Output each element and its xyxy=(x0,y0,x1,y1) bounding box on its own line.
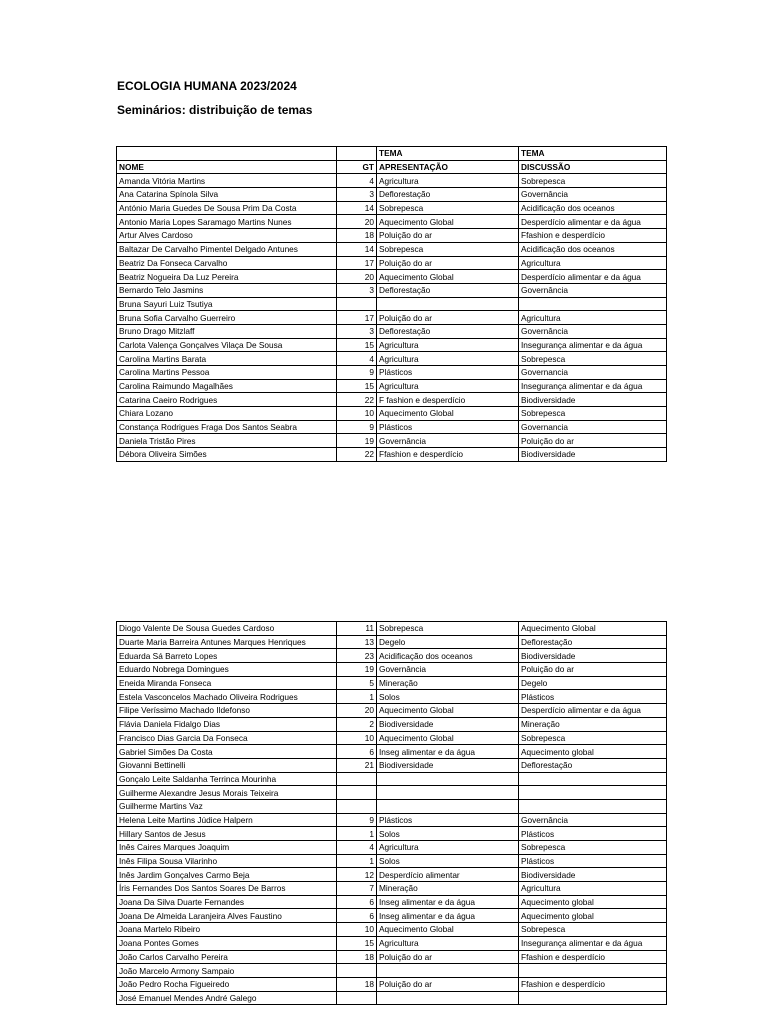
discussion-topic: Sobrepesca xyxy=(519,352,667,366)
student-name: Flávia Daniela Fidalgo Dias xyxy=(117,717,337,731)
group-number: 19 xyxy=(337,434,377,448)
group-number: 1 xyxy=(337,854,377,868)
discussion-topic xyxy=(519,786,667,800)
presentation-topic: Biodiversidade xyxy=(377,758,519,772)
table-row xyxy=(117,174,667,188)
student-name: José Emanuel Mendes André Galego xyxy=(117,991,337,1005)
presentation-topic: Agricultura xyxy=(377,936,519,950)
presentation-topic: Inseg alimentar e da água xyxy=(377,745,519,759)
student-name: Inês Caires Marques Joaquim xyxy=(117,841,337,855)
presentation-topic: Poluição do ar xyxy=(377,950,519,964)
group-number xyxy=(337,772,377,786)
presentation-topic: Solos xyxy=(377,690,519,704)
group-number: 2 xyxy=(337,717,377,731)
presentation-topic: Agricultura xyxy=(377,379,519,393)
group-number: 12 xyxy=(337,868,377,882)
table-row xyxy=(117,256,667,270)
group-number: 22 xyxy=(337,448,377,462)
discussion-topic: Desperdício alimentar e da água xyxy=(519,270,667,284)
student-name: João Carlos Carvalho Pereira xyxy=(117,950,337,964)
table-row xyxy=(117,393,667,407)
presentation-topic: Mineração xyxy=(377,676,519,690)
discussion-topic: Governância xyxy=(519,188,667,202)
discussion-topic: Insegurança alimentar e da água xyxy=(519,936,667,950)
table-row xyxy=(117,758,667,772)
group-number: 10 xyxy=(337,731,377,745)
presentation-topic: Agricultura xyxy=(377,338,519,352)
presentation-topic xyxy=(377,772,519,786)
discussion-topic: Sobrepesca xyxy=(519,407,667,421)
student-name: Joana De Almeida Laranjeira Alves Faustino xyxy=(117,909,337,923)
student-name: Bernardo Telo Jasmins xyxy=(117,283,337,297)
group-number: 3 xyxy=(337,283,377,297)
student-name: Joana Martelo Ribeiro xyxy=(117,923,337,937)
group-number: 15 xyxy=(337,936,377,950)
student-name: Gonçalo Leite Saldanha Terrinca Mourinha xyxy=(117,772,337,786)
discussion-topic: Aquecimento global xyxy=(519,745,667,759)
presentation-topic: Poluição do ar xyxy=(377,977,519,991)
discussion-topic: Poluição do ar xyxy=(519,434,667,448)
discussion-topic xyxy=(519,297,667,311)
discussion-topic: Poluição do ar xyxy=(519,663,667,677)
group-number: 4 xyxy=(337,174,377,188)
presentation-topic: Aquecimento Global xyxy=(377,407,519,421)
student-name: Estela Vasconcelos Machado Oliveira Rodrigues xyxy=(117,690,337,704)
group-number: 19 xyxy=(337,663,377,677)
presentation-topic: F fashion e desperdício xyxy=(377,393,519,407)
student-name: Ana Catarina Spínola Silva xyxy=(117,188,337,202)
table-row xyxy=(117,297,667,311)
group-number xyxy=(337,297,377,311)
group-number: 9 xyxy=(337,420,377,434)
discussion-topic: Mineração xyxy=(519,717,667,731)
table-row xyxy=(117,676,667,690)
table-row xyxy=(117,882,667,896)
table-row xyxy=(117,188,667,202)
discussion-topic: Agricultura xyxy=(519,311,667,325)
presentation-topic: Sobrepesca xyxy=(377,242,519,256)
discussion-topic: Agricultura xyxy=(519,256,667,270)
presentation-topic xyxy=(377,799,519,813)
student-name: Gabriel Simões Da Costa xyxy=(117,745,337,759)
table-row xyxy=(117,448,667,462)
document-subtitle: Seminários: distribuição de temas xyxy=(117,103,313,117)
student-name: João Marcelo Armony Sampaio xyxy=(117,964,337,978)
student-name: Bruna Sofia Carvalho Guerreiro xyxy=(117,311,337,325)
header-nome: NOME xyxy=(117,160,337,174)
discussion-topic: Agricultura xyxy=(519,882,667,896)
presentation-topic: Inseg alimentar e da água xyxy=(377,895,519,909)
group-number: 3 xyxy=(337,324,377,338)
table-row xyxy=(117,854,667,868)
table-row xyxy=(117,690,667,704)
student-name: Guilherme Alexandre Jesus Morais Teixeira xyxy=(117,786,337,800)
table-row xyxy=(117,366,667,380)
table-row xyxy=(117,283,667,297)
group-number: 6 xyxy=(337,745,377,759)
student-name: Antonio Maria Lopes Saramago Martins Nunes xyxy=(117,215,337,229)
presentation-topic: Aquecimento Global xyxy=(377,704,519,718)
student-name: Eduardo Nobrega Domingues xyxy=(117,663,337,677)
student-name: Inês Filipa Sousa Vilarinho xyxy=(117,854,337,868)
discussion-topic xyxy=(519,991,667,1005)
header-discussao: DISCUSSÃO xyxy=(519,160,667,174)
discussion-topic: Plásticos xyxy=(519,827,667,841)
student-name: Francisco Dias Garcia Da Fonseca xyxy=(117,731,337,745)
table-row xyxy=(117,799,667,813)
group-number: 14 xyxy=(337,201,377,215)
group-number xyxy=(337,991,377,1005)
discussion-topic: Biodiversidade xyxy=(519,393,667,407)
presentation-topic xyxy=(377,297,519,311)
student-name: Daniela Tristão Pires xyxy=(117,434,337,448)
student-name: Carolina Martins Barata xyxy=(117,352,337,366)
header-gt: GT xyxy=(337,160,377,174)
table-row xyxy=(117,950,667,964)
group-number: 10 xyxy=(337,407,377,421)
student-name: Íris Fernandes Dos Santos Soares De Barros xyxy=(117,882,337,896)
group-number: 6 xyxy=(337,909,377,923)
header-cell-empty xyxy=(117,147,337,161)
discussion-topic: Aquecimento global xyxy=(519,909,667,923)
discussion-topic: Governancia xyxy=(519,366,667,380)
table-row xyxy=(117,663,667,677)
discussion-topic: Plásticos xyxy=(519,690,667,704)
presentation-topic: Poluição do ar xyxy=(377,311,519,325)
discussion-topic: Biodiversidade xyxy=(519,868,667,882)
group-number: 18 xyxy=(337,950,377,964)
presentation-topic: Governância xyxy=(377,663,519,677)
discussion-topic: Governância xyxy=(519,324,667,338)
presentation-topic: Agricultura xyxy=(377,174,519,188)
table-row xyxy=(117,909,667,923)
student-name: Artur Alves Cardoso xyxy=(117,229,337,243)
presentation-topic: Agricultura xyxy=(377,841,519,855)
student-name: Catarina Caeiro Rodrigues xyxy=(117,393,337,407)
presentation-topic: Degelo xyxy=(377,635,519,649)
group-number: 20 xyxy=(337,704,377,718)
table-row xyxy=(117,841,667,855)
discussion-topic: Aquecimento global xyxy=(519,895,667,909)
table-row xyxy=(117,964,667,978)
student-name: João Pedro Rocha Figueiredo xyxy=(117,977,337,991)
table-row xyxy=(117,229,667,243)
discussion-topic xyxy=(519,799,667,813)
discussion-topic: Biodiversidade xyxy=(519,649,667,663)
group-number: 4 xyxy=(337,841,377,855)
table-row xyxy=(117,324,667,338)
table-row xyxy=(117,434,667,448)
presentation-topic: Biodiversidade xyxy=(377,717,519,731)
table-row xyxy=(117,311,667,325)
presentation-topic: Aquecimento Global xyxy=(377,215,519,229)
document-title: ECOLOGIA HUMANA 2023/2024 xyxy=(117,79,297,93)
seminar-table-part-2 xyxy=(116,621,667,1005)
student-name: Filipe Veríssimo Machado Ildefonso xyxy=(117,704,337,718)
discussion-topic: Plásticos xyxy=(519,854,667,868)
student-name: Giovanni Bettinelli xyxy=(117,758,337,772)
discussion-topic: Acidificação dos oceanos xyxy=(519,201,667,215)
student-name: Beatriz Nogueira Da Luz Pereira xyxy=(117,270,337,284)
presentation-topic: Desperdício alimentar xyxy=(377,868,519,882)
presentation-topic: Acidificação dos oceanos xyxy=(377,649,519,663)
group-number xyxy=(337,799,377,813)
student-name: Duarte Maria Barreira Antunes Marques Henriques xyxy=(117,635,337,649)
student-name: Eduarda Sá Barreto Lopes xyxy=(117,649,337,663)
discussion-topic: Deflorestação xyxy=(519,635,667,649)
group-number: 14 xyxy=(337,242,377,256)
group-number: 6 xyxy=(337,895,377,909)
presentation-topic: Poluição do ar xyxy=(377,229,519,243)
student-name: Joana Pontes Gomes xyxy=(117,936,337,950)
table-row xyxy=(117,895,667,909)
presentation-topic: Plásticos xyxy=(377,420,519,434)
discussion-topic: Deflorestação xyxy=(519,758,667,772)
group-number: 17 xyxy=(337,256,377,270)
group-number: 18 xyxy=(337,977,377,991)
group-number: 9 xyxy=(337,813,377,827)
group-number: 21 xyxy=(337,758,377,772)
discussion-topic: Aquecimento Global xyxy=(519,622,667,636)
table-row xyxy=(117,868,667,882)
discussion-topic: Desperdício alimentar e da água xyxy=(519,215,667,229)
presentation-topic: Poluição do ar xyxy=(377,256,519,270)
group-number: 20 xyxy=(337,270,377,284)
discussion-topic: Ffashion e desperdício xyxy=(519,977,667,991)
student-name: Eneida Miranda Fonseca xyxy=(117,676,337,690)
table-row xyxy=(117,745,667,759)
student-name: Bruna Sayuri Luiz Tsutiya xyxy=(117,297,337,311)
group-number xyxy=(337,786,377,800)
student-name: Diogo Valente De Sousa Guedes Cardoso xyxy=(117,622,337,636)
discussion-topic: Sobrepesca xyxy=(519,731,667,745)
table-row xyxy=(117,242,667,256)
group-number: 1 xyxy=(337,827,377,841)
group-number: 3 xyxy=(337,188,377,202)
discussion-topic: Desperdício alimentar e da água xyxy=(519,704,667,718)
discussion-topic: Sobrepesca xyxy=(519,841,667,855)
presentation-topic: Solos xyxy=(377,854,519,868)
student-name: Helena Leite Martins Júdice Halpern xyxy=(117,813,337,827)
table-row xyxy=(117,420,667,434)
table-row xyxy=(117,407,667,421)
presentation-topic: Governância xyxy=(377,434,519,448)
group-number: 7 xyxy=(337,882,377,896)
group-number: 22 xyxy=(337,393,377,407)
presentation-topic xyxy=(377,786,519,800)
table-row xyxy=(117,215,667,229)
presentation-topic: Mineração xyxy=(377,882,519,896)
table-row xyxy=(117,977,667,991)
table-row xyxy=(117,635,667,649)
discussion-topic: Biodiversidade xyxy=(519,448,667,462)
group-number: 17 xyxy=(337,311,377,325)
presentation-topic: Deflorestação xyxy=(377,283,519,297)
header-row-labels xyxy=(117,160,667,174)
discussion-topic: Ffashion e desperdício xyxy=(519,229,667,243)
group-number: 13 xyxy=(337,635,377,649)
table-row xyxy=(117,731,667,745)
table-row xyxy=(117,649,667,663)
student-name: Beatriz Da Fonseca Carvalho xyxy=(117,256,337,270)
presentation-topic: Plásticos xyxy=(377,366,519,380)
student-name: Carolina Martins Pessoa xyxy=(117,366,337,380)
group-number xyxy=(337,964,377,978)
student-name: Hillary Santos de Jesus xyxy=(117,827,337,841)
group-number: 18 xyxy=(337,229,377,243)
table-row xyxy=(117,923,667,937)
table-row xyxy=(117,827,667,841)
group-number: 1 xyxy=(337,690,377,704)
presentation-topic xyxy=(377,991,519,1005)
table-row xyxy=(117,622,667,636)
student-name: Carolina Raimundo Magalhães xyxy=(117,379,337,393)
presentation-topic: Aquecimento Global xyxy=(377,923,519,937)
discussion-topic: Sobrepesca xyxy=(519,174,667,188)
presentation-topic: Agricultura xyxy=(377,352,519,366)
student-name: Amanda Vitória Martins xyxy=(117,174,337,188)
header-tema-2: TEMA xyxy=(519,147,667,161)
discussion-topic: Governancia xyxy=(519,420,667,434)
student-name: Joana Da Silva Duarte Fernandes xyxy=(117,895,337,909)
student-name: Inês Jardim Gonçalves Carmo Beja xyxy=(117,868,337,882)
presentation-topic: Sobrepesca xyxy=(377,201,519,215)
group-number: 20 xyxy=(337,215,377,229)
table-row xyxy=(117,338,667,352)
discussion-topic: Governância xyxy=(519,813,667,827)
student-name: Carlota Valença Gonçalves Vilaça De Sousa xyxy=(117,338,337,352)
table-row xyxy=(117,352,667,366)
group-number: 15 xyxy=(337,338,377,352)
student-name: Débora Oliveira Simões xyxy=(117,448,337,462)
presentation-topic: Solos xyxy=(377,827,519,841)
table-row xyxy=(117,772,667,786)
table-row xyxy=(117,813,667,827)
table-row xyxy=(117,704,667,718)
student-name: Baltazar De Carvalho Pimentel Delgado Antunes xyxy=(117,242,337,256)
discussion-topic: Degelo xyxy=(519,676,667,690)
student-name: Guilherme Martins Vaz xyxy=(117,799,337,813)
discussion-topic: Sobrepesca xyxy=(519,923,667,937)
group-number: 9 xyxy=(337,366,377,380)
seminar-table-part-1 xyxy=(116,146,667,462)
presentation-topic: Sobrepesca xyxy=(377,622,519,636)
presentation-topic: Aquecimento Global xyxy=(377,731,519,745)
group-number: 23 xyxy=(337,649,377,663)
table-row xyxy=(117,201,667,215)
table-row xyxy=(117,270,667,284)
presentation-topic: Aquecimento Global xyxy=(377,270,519,284)
presentation-topic: Deflorestação xyxy=(377,324,519,338)
presentation-topic xyxy=(377,964,519,978)
header-apresentacao: APRESENTAÇÃO xyxy=(377,160,519,174)
table-row xyxy=(117,379,667,393)
table-row xyxy=(117,936,667,950)
table-row xyxy=(117,991,667,1005)
group-number: 5 xyxy=(337,676,377,690)
discussion-topic: Governância xyxy=(519,283,667,297)
discussion-topic: Insegurança alimentar e da água xyxy=(519,338,667,352)
table-row xyxy=(117,786,667,800)
table-row xyxy=(117,717,667,731)
student-name: António Maria Guedes De Sousa Prim Da Costa xyxy=(117,201,337,215)
presentation-topic: Deflorestação xyxy=(377,188,519,202)
discussion-topic: Ffashion e desperdício xyxy=(519,950,667,964)
group-number: 11 xyxy=(337,622,377,636)
header-tema-1: TEMA xyxy=(377,147,519,161)
discussion-topic: Acidificação dos oceanos xyxy=(519,242,667,256)
student-name: Constança Rodrigues Fraga Dos Santos Seabra xyxy=(117,420,337,434)
student-name: Bruno Drago Mitzlaff xyxy=(117,324,337,338)
discussion-topic xyxy=(519,772,667,786)
group-number: 10 xyxy=(337,923,377,937)
presentation-topic: Ffashion e desperdício xyxy=(377,448,519,462)
presentation-topic: Inseg alimentar e da água xyxy=(377,909,519,923)
presentation-topic: Plásticos xyxy=(377,813,519,827)
student-name: Chiara Lozano xyxy=(117,407,337,421)
discussion-topic: Insegurança alimentar e da água xyxy=(519,379,667,393)
group-number: 15 xyxy=(337,379,377,393)
discussion-topic xyxy=(519,964,667,978)
header-cell-empty xyxy=(337,147,377,161)
header-row-tema xyxy=(117,147,667,161)
group-number: 4 xyxy=(337,352,377,366)
